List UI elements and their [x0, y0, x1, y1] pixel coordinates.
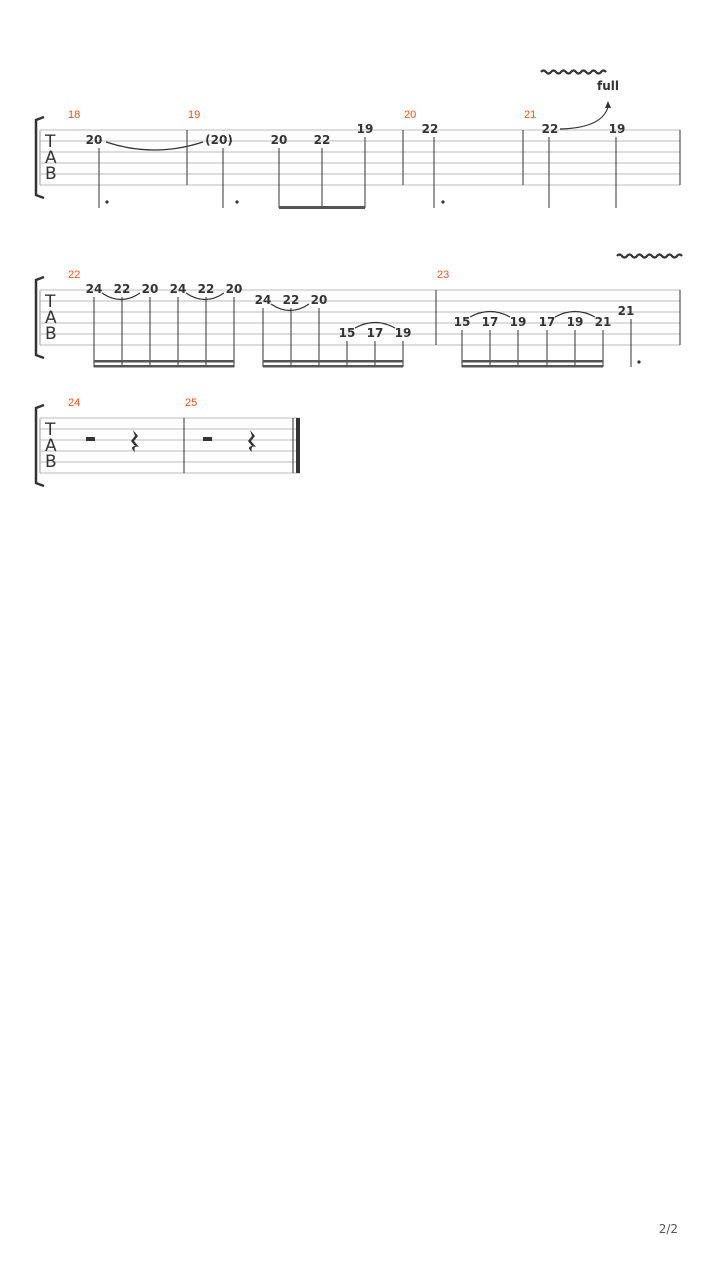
fret-number: 19	[566, 315, 584, 329]
page-number: 2/2	[658, 1222, 678, 1236]
tab-letter-b: B	[45, 452, 57, 472]
fret-number: 15	[338, 326, 356, 340]
tie	[106, 142, 203, 150]
staff-lines	[40, 290, 680, 345]
measure-number: 21	[524, 109, 537, 121]
note-stems	[99, 137, 616, 208]
beams	[94, 360, 603, 368]
fret-number: 19	[608, 122, 626, 136]
half-rest-icon	[203, 437, 212, 441]
tab-letter-t: T	[45, 292, 56, 312]
tab-letter-t: T	[45, 132, 56, 152]
fret-number: 20	[225, 282, 243, 296]
note-stems	[94, 297, 631, 367]
measure-number: 18	[68, 109, 81, 121]
measure-number: 19	[188, 109, 201, 121]
fret-number: 22	[113, 282, 131, 296]
fret-number: 24	[254, 293, 272, 307]
fret-number: 20	[270, 133, 288, 147]
fret-number: 15	[453, 315, 471, 329]
barlines	[184, 418, 300, 473]
fret-number: 22	[282, 293, 300, 307]
fret-number: 17	[538, 315, 556, 329]
barlines	[436, 290, 680, 345]
bend-label: full	[597, 79, 619, 93]
fret-number: 17	[366, 326, 384, 340]
vibrato-icon	[617, 255, 682, 258]
fret-number: 20	[85, 133, 103, 147]
measure-number: 24	[68, 397, 81, 409]
fret-number: (20)	[205, 133, 233, 147]
duration-dot	[637, 360, 640, 363]
tab-letter-a: A	[45, 436, 57, 456]
fret-number: 22	[541, 122, 559, 136]
tab-letter-a: A	[45, 148, 57, 168]
fret-number: 17	[481, 315, 499, 329]
beam	[279, 206, 365, 209]
tab-letter-a: A	[45, 308, 57, 328]
fret-number: 24	[169, 282, 187, 296]
half-rest-icon	[86, 437, 95, 441]
quarter-rest-icon	[248, 430, 256, 452]
quarter-rest-icon	[131, 430, 139, 452]
bend-arrow-icon	[605, 101, 611, 108]
fret-number: 20	[310, 293, 328, 307]
system-3	[36, 397, 300, 486]
measure-number: 23	[437, 269, 450, 281]
system-1	[36, 71, 680, 210]
measure-number: 25	[185, 397, 198, 409]
system-2	[36, 255, 682, 368]
fret-number: 21	[617, 304, 635, 318]
bend-curve	[560, 107, 608, 129]
fret-number: 22	[421, 122, 439, 136]
fret-number: 19	[356, 122, 374, 136]
fret-number: 20	[141, 282, 159, 296]
final-barline	[296, 418, 300, 473]
vibrato-icon	[541, 71, 606, 74]
duration-dot	[441, 200, 444, 203]
fret-number: 19	[509, 315, 527, 329]
fret-number: 21	[594, 315, 612, 329]
duration-dot	[105, 200, 108, 203]
tab-letter-b: B	[45, 164, 57, 184]
tab-letter-b: B	[45, 324, 57, 344]
staff-lines	[40, 130, 680, 185]
duration-dot	[235, 200, 238, 203]
fret-number: 19	[394, 326, 412, 340]
fret-number: 22	[313, 133, 331, 147]
tab-letter-t: T	[45, 420, 56, 440]
fret-number: 22	[197, 282, 215, 296]
fret-number: 24	[85, 282, 103, 296]
staff-lines	[40, 418, 300, 473]
measure-number: 22	[68, 269, 81, 281]
measure-number: 20	[404, 109, 417, 121]
